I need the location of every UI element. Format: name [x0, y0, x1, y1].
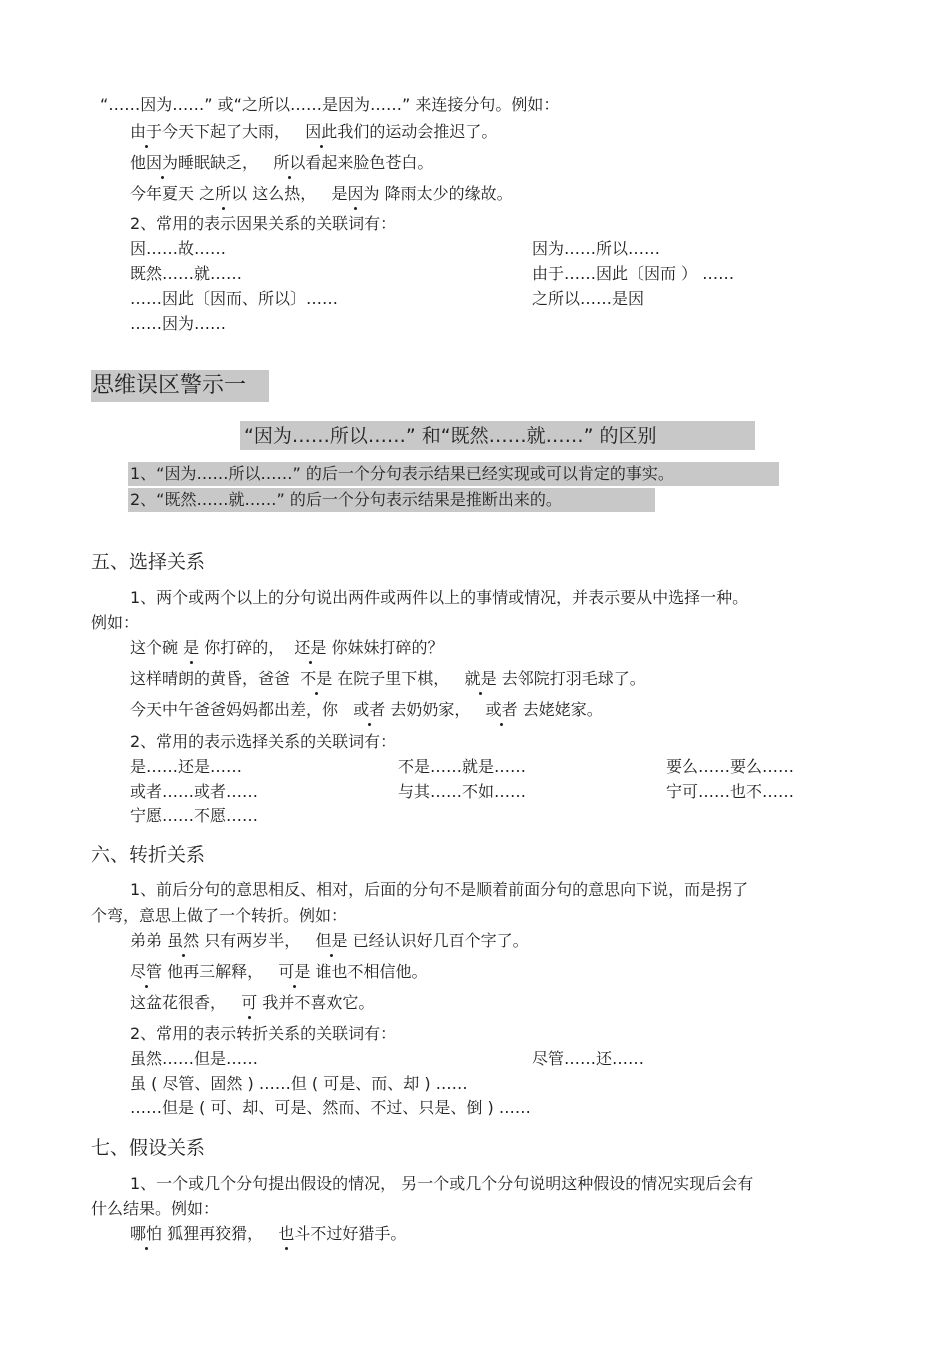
turning-example-2 [130, 961, 428, 983]
section-title-turning: 六、转折关系 [91, 844, 206, 866]
causal-word: 由于……因此〔因而 ） …… [532, 264, 735, 283]
example-text: 看起来脸色苍白。 [305, 153, 434, 172]
example-text: 这样晴朗的黄昏，爸爸 [130, 669, 291, 688]
turning-example-3 [130, 992, 374, 1014]
connective: 还是 [294, 638, 327, 657]
choice-word: 与其……不如…… [398, 782, 527, 801]
warning-subtitle: “因为……所以……” 和“既然……就……” 的区别 [244, 425, 657, 447]
causal-word: 之所以……是因 [532, 289, 645, 308]
connective: 是 [183, 638, 200, 657]
section-title-choice: 五、选择关系 [91, 551, 206, 573]
example-text: 狐狸再狡猾， [167, 1224, 264, 1243]
example-text: 斗不过好猎手。 [294, 1224, 407, 1243]
connective: 由于 [130, 122, 163, 141]
example-text: 去奶奶家， [390, 700, 471, 719]
example-text: 睡眠缺乏， [178, 153, 259, 172]
connective: 就是 [464, 669, 497, 688]
turning-example-1 [130, 930, 529, 952]
choice-word: 要么……要么…… [666, 757, 795, 776]
causal-example-3 [130, 183, 513, 205]
example-text: 这么热， [252, 184, 317, 203]
turning-word: 虽 ( 尽管、固然 ) ……但 ( 可是、而、却 ) …… [130, 1074, 468, 1093]
connective: 不是 [300, 669, 333, 688]
example-text: 去邻院打羽毛球了。 [501, 669, 646, 688]
choice-word: 宁愿……不愿…… [130, 806, 259, 825]
connective: 或者 [485, 700, 518, 719]
connective: 尽管 [130, 962, 163, 981]
example-text: 这个碗 [130, 638, 179, 657]
connective: 因为 [146, 153, 179, 172]
turning-word: ……但是 ( 可、却、可是、然而、不过、只是、倒 ) …… [130, 1098, 531, 1117]
choice-list-title: 2、常用的表示选择关系的关联词有： [130, 732, 397, 751]
example-text: 弟弟 [130, 931, 163, 950]
example-text: 你打碎的， [204, 638, 285, 657]
example-text: 我们的运动会推迟了。 [337, 122, 498, 141]
causal-example-2 [130, 152, 433, 174]
turning-word: 尽管……还…… [532, 1049, 645, 1068]
turning-definition: 1、前后分句的意思相反、相对，后面的分句不是顺着前面分句的意思向下说，而是拐了 [130, 880, 749, 899]
hypothesis-definition: 1、一个或几个分句提出假设的情况， 另一个或几个分句说明这种假设的情况实现后会有 [130, 1174, 754, 1193]
turning-list-title: 2、常用的表示转折关系的关联词有： [130, 1024, 397, 1043]
causal-list-title: 2、常用的表示因果关系的关联词有： [130, 214, 397, 233]
example-text: 谁也不相信他。 [315, 962, 428, 981]
example-text: 在院子里下棋， [337, 669, 450, 688]
hypothesis-definition-cont: 什么结果。例如： [91, 1199, 220, 1218]
causal-example-1 [130, 121, 497, 143]
example-text: 降雨太少的缘故。 [384, 184, 513, 203]
connective: 虽然 [167, 931, 200, 950]
connective: 因此 [305, 122, 338, 141]
connective: 也 [278, 1224, 295, 1243]
choice-word: 或者……或者…… [130, 782, 259, 801]
example-text: 今天下起了大雨， [162, 122, 291, 141]
connective: 可是 [278, 962, 311, 981]
warning-title: 思维误区警示一 [92, 373, 247, 398]
warning-point-2: 2、“既然……就……” 的后一个分句表示结果是推断出来的。 [130, 490, 562, 509]
causal-word: 因为……所以…… [532, 239, 661, 258]
causal-word: 既然……就…… [130, 264, 243, 283]
choice-example-1 [130, 637, 444, 659]
connective: 所以 [273, 153, 306, 172]
connective: 但是 [315, 931, 348, 950]
connective: 或者 [353, 700, 386, 719]
example-text: 去姥姥家。 [522, 700, 603, 719]
causal-word: ……因为…… [130, 314, 227, 333]
example-text: 他再三解释， [167, 962, 264, 981]
turning-word: 虽然……但是…… [130, 1049, 259, 1068]
choice-word: 宁可……也不…… [666, 782, 795, 801]
causal-word: 因……故…… [130, 239, 227, 258]
hypothesis-example-1 [130, 1223, 406, 1245]
example-text: 我并不喜欢它。 [262, 993, 375, 1012]
causal-intro: “……因为……” 或“之所以……是因为……” 来连接分句。例如： [100, 95, 560, 114]
example-text: 他 [130, 153, 147, 172]
connective: 可 [241, 993, 258, 1012]
example-text: 只有两岁半， [204, 931, 301, 950]
connective: 之所以 [199, 184, 248, 203]
section-title-hypothesis: 七、假设关系 [91, 1137, 206, 1159]
example-text: 今年夏天 [130, 184, 195, 203]
example-text: 已经认识好几百个字了。 [352, 931, 529, 950]
connective: 哪怕 [130, 1224, 163, 1243]
causal-word: ……因此〔因而、所以〕…… [130, 289, 339, 308]
choice-definition: 1、两个或两个以上的分句说出两件或两件以上的事情或情况，并表示要从中选择一种。 [130, 588, 749, 607]
choice-example-3 [130, 699, 603, 721]
warning-point-1: 1、“因为……所以……” 的后一个分句表示结果已经实现或可以肯定的事实。 [130, 464, 674, 483]
turning-definition-cont: 个弯，意思上做了一个转折。例如： [91, 906, 348, 925]
choice-example-2 [130, 668, 646, 690]
choice-word: 是……还是…… [130, 757, 243, 776]
example-text: 今天中午爸爸妈妈都出差，你 [130, 700, 339, 719]
example-text: 这盆花很香， [130, 993, 227, 1012]
choice-definition-cont: 例如： [91, 613, 140, 632]
connective: 是因为 [331, 184, 380, 203]
example-text: 你妹妹打碎的？ [331, 638, 444, 657]
choice-word: 不是……就是…… [398, 757, 527, 776]
